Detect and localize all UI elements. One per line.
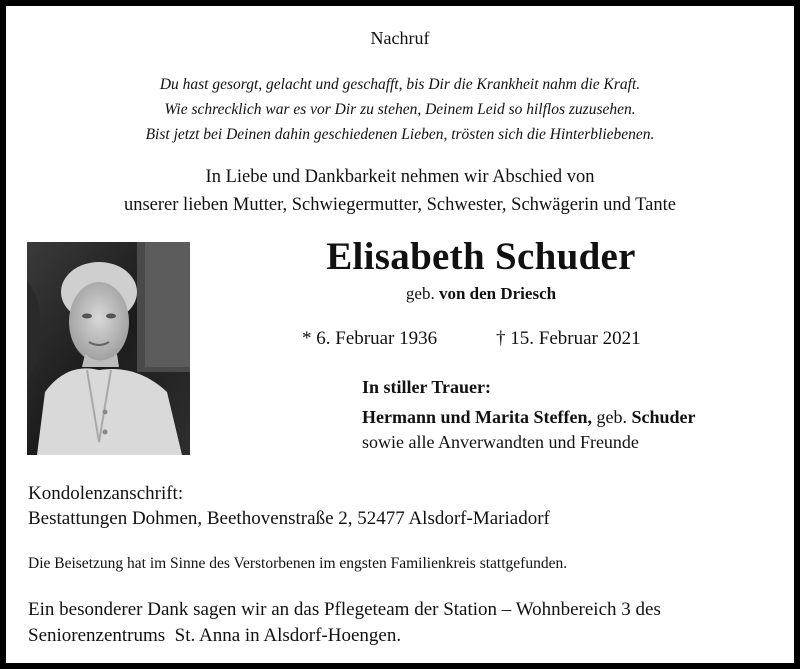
mourners-others: sowie alle Anverwandten und Freunde (362, 432, 639, 452)
intro-line: unserer lieben Mutter, Schwiegermutter, Schwester, Schwägerin und Tante (123, 195, 676, 215)
intro-line: In Liebe und Dankbarkeit nehmen wir Abschied von (205, 167, 595, 187)
obituary-heading: Nachruf (370, 28, 430, 48)
poem (6, 72, 794, 147)
thanks-line: Ein besonderer Dank sagen wir an das Pflegeteam der Station – Wohnbereich 3 des (28, 599, 661, 620)
condolence-label: Kondolenzanschrift: (28, 483, 184, 504)
birth-name (186, 284, 776, 304)
thanks-text (28, 597, 661, 649)
condolence-address (28, 481, 550, 531)
birth-name-value: von den Driesch (438, 284, 557, 303)
burial-note: Die Beisetzung hat im Sinne des Verstorbenen im engsten Familienkreis stattgefunden. (28, 555, 568, 572)
thanks-line: Seniorenzentrums St. Anna in Alsdorf-Hoengen. (28, 625, 402, 646)
portrait-photo (27, 242, 190, 455)
death-date: † 15. Februar 2021 (496, 328, 641, 349)
mourners-maiden-name: Schuder (631, 407, 696, 427)
poem-line: Wie schrecklich war es vor Dir zu stehen, Deinem Leid so hilflos zuzusehen. (164, 101, 636, 118)
mourners-names: Hermann und Marita Steffen, (362, 407, 592, 427)
birth-name-prefix: geb. (405, 284, 435, 303)
birth-date: * 6. Februar 1936 (302, 328, 438, 349)
deceased-name: Elisabeth Schuder (326, 235, 636, 278)
intro-text (6, 163, 794, 219)
poem-line: Du hast gesorgt, gelacht und geschafft, bis Dir die Krankheit nahm die Kraft. (159, 76, 641, 93)
condolence-address-line: Bestattungen Dohmen, Beethovenstraße 2, 52477 Alsdorf-Mariadorf (28, 508, 550, 529)
mourners-heading: In stiller Trauer: (362, 377, 491, 397)
poem-line: Bist jetzt bei Deinen dahin geschiedenen Lieben, trösten sich die Hinterbliebenen. (145, 126, 655, 143)
mourners-block (362, 372, 696, 452)
obituary-card (6, 6, 794, 663)
mourners-maiden-prefix: geb. (596, 407, 627, 427)
